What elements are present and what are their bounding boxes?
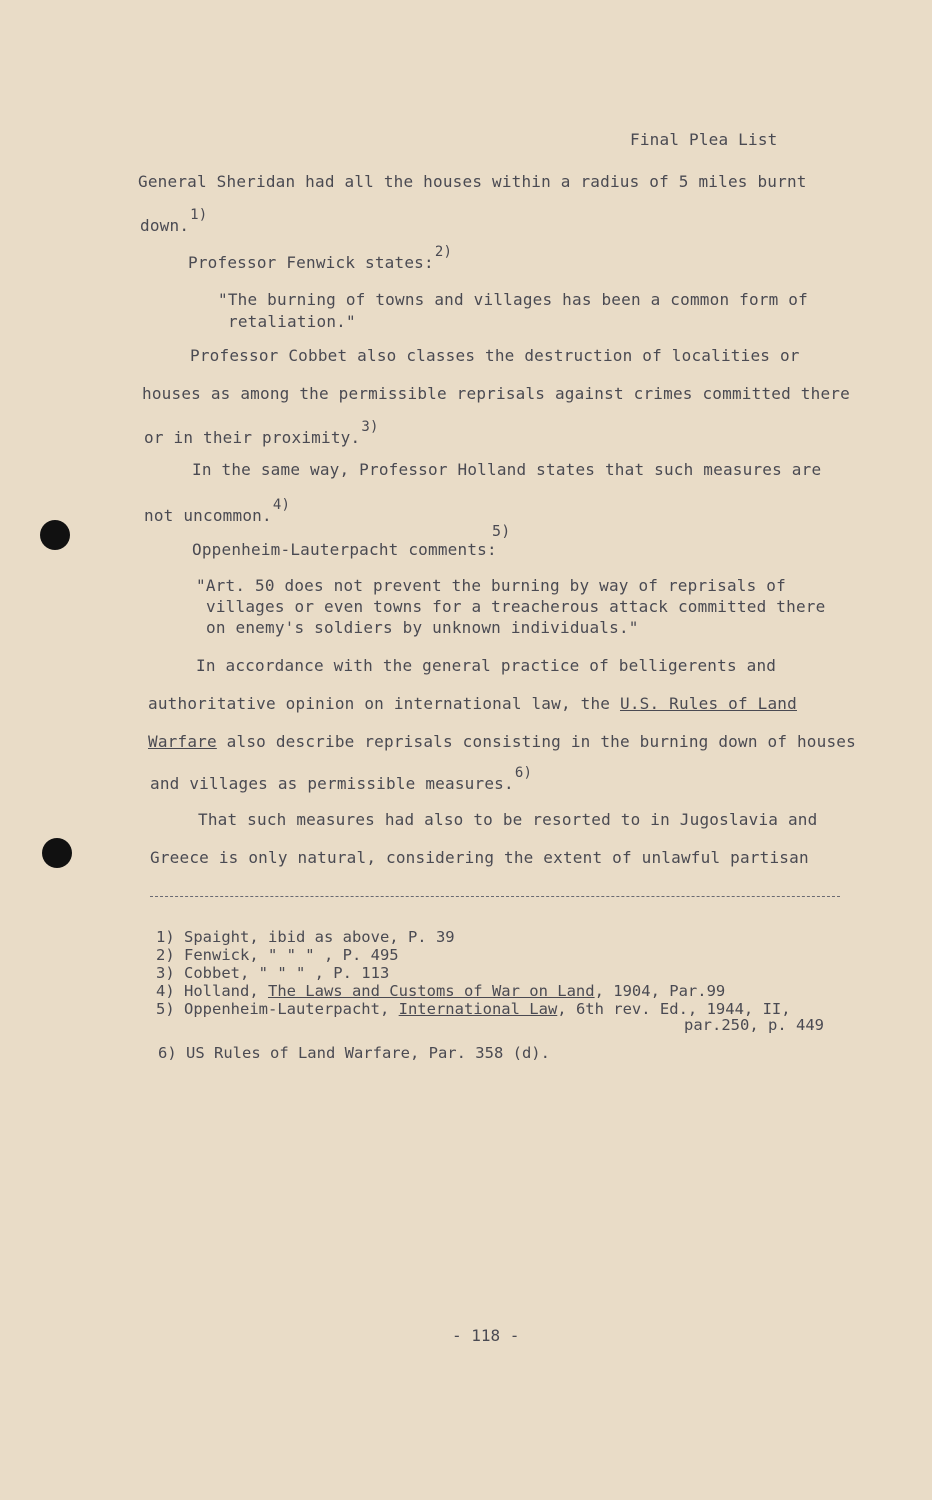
paragraph-line (150, 765, 533, 793)
text: Oppenheim-Lauterpacht comments: (192, 540, 497, 559)
paragraph-line (188, 244, 453, 272)
quote-line: on enemy's soldiers by unknown individuals." (206, 618, 639, 637)
paragraph-line (138, 172, 807, 191)
text: not uncommon. (144, 506, 272, 525)
quote-line: "The burning of towns and villages has been a common form of (218, 290, 808, 309)
paragraph-line: houses as among the permissible reprisals against crimes committed there (142, 384, 850, 403)
footnote-ref: 4) (272, 497, 291, 513)
quote-line: retaliation." (228, 312, 356, 331)
footnote-ref: 2) (434, 244, 453, 260)
footnote-ref: 5) (492, 522, 511, 540)
paragraph-line: That such measures had also to be resorted to in Jugoslavia and (198, 810, 818, 829)
paragraph-line (148, 732, 856, 751)
footnote-ref: 6) (514, 765, 533, 781)
paragraph-line: Greece is only natural, considering the extent of unlawful partisan (150, 848, 809, 867)
punch-hole (40, 520, 70, 550)
text: Professor Fenwick states: (188, 253, 434, 272)
footnote-continuation: par.250, p. 449 (684, 1016, 824, 1034)
quote-line: villages or even towns for a treacherous attack committed there (206, 597, 826, 616)
punch-hole (42, 838, 72, 868)
footnote-ref: 3) (361, 419, 379, 435)
footnote (156, 982, 725, 1000)
footnote-divider (150, 896, 840, 897)
footnote: 2) Fenwick, " " " , P. 495 (156, 946, 399, 964)
underlined-title: International Law (398, 1000, 558, 1018)
text: , 1904, Par.99 (594, 982, 726, 1000)
header-title: Final Plea List (630, 130, 778, 149)
underlined-title: U.S. Rules of Land (619, 694, 797, 713)
text: authoritative opinion on international law, the (148, 694, 620, 713)
text: or in their proximity. (144, 428, 361, 447)
page-number: - 118 - (452, 1326, 520, 1345)
paragraph-line (148, 694, 797, 713)
text: also describe reprisals consisting in the burning down of houses (216, 732, 856, 751)
footnote: 6) US Rules of Land Warfare, Par. 358 (d). (158, 1044, 550, 1062)
paragraph-line: Professor Cobbet also classes the destruction of localities or (190, 346, 800, 365)
paragraph-line: In the same way, Professor Holland states that such measures are (192, 460, 822, 479)
paragraph-line: In accordance with the general practice of belligerents and (196, 656, 777, 675)
text: 4) Holland, (156, 982, 268, 1000)
underlined-title: Warfare (148, 732, 217, 751)
quote-line: "Art. 50 does not prevent the burning by way of reprisals of (196, 576, 786, 595)
text: 5) Oppenheim-Lauterpacht, (156, 1000, 399, 1018)
text: , 6th rev. Ed., 1944, II, (557, 1000, 791, 1018)
underlined-title: The Laws and Customs of War on Land (267, 982, 595, 1000)
text: and villages as permissible measures. (150, 774, 514, 793)
text: General Sheridan had all the houses within a radius of 5 miles burnt (138, 172, 807, 191)
text: down. (140, 216, 190, 235)
paragraph-line (140, 207, 208, 235)
paragraph-line (144, 419, 379, 447)
paragraph-line (192, 540, 497, 559)
footnote-ref: 1) (190, 207, 208, 223)
footnote: 3) Cobbet, " " " , P. 113 (156, 964, 390, 982)
paragraph-line (144, 497, 291, 525)
footnote: 1) Spaight, ibid as above, P. 39 (156, 928, 455, 946)
